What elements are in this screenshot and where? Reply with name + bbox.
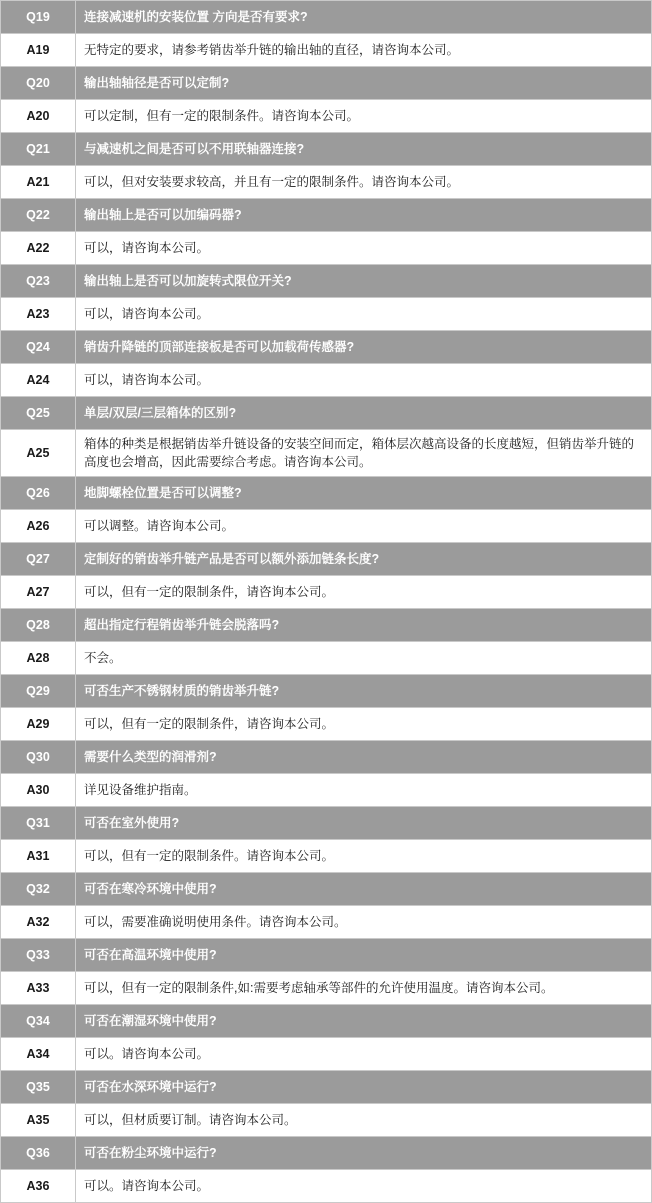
question-label: Q20 bbox=[1, 67, 76, 100]
answer-text: 不会。 bbox=[76, 642, 652, 675]
answer-label: A20 bbox=[1, 100, 76, 133]
question-label: Q27 bbox=[1, 543, 76, 576]
question-label: Q29 bbox=[1, 675, 76, 708]
question-text: 可否在粉尘环境中运行? bbox=[76, 1137, 652, 1170]
question-text: 输出轴轴径是否可以定制? bbox=[76, 67, 652, 100]
answer-text: 可以，但有一定的限制条件，请咨询本公司。 bbox=[76, 708, 652, 741]
answer-label: A27 bbox=[1, 576, 76, 609]
answer-label: A29 bbox=[1, 708, 76, 741]
answer-text: 无特定的要求，请参考销齿举升链的输出轴的直径，请咨询本公司。 bbox=[76, 34, 652, 67]
answer-label: A30 bbox=[1, 774, 76, 807]
answer-text: 可以定制，但有一定的限制条件。请咨询本公司。 bbox=[76, 100, 652, 133]
question-label: Q21 bbox=[1, 133, 76, 166]
faq-answer-row bbox=[1, 906, 652, 939]
question-label: Q35 bbox=[1, 1071, 76, 1104]
answer-text: 可以，但材质要订制。请咨询本公司。 bbox=[76, 1104, 652, 1137]
faq-answer-row bbox=[1, 100, 652, 133]
faq-question-row bbox=[1, 741, 652, 774]
answer-label: A32 bbox=[1, 906, 76, 939]
answer-text: 可以，请咨询本公司。 bbox=[76, 298, 652, 331]
answer-label: A35 bbox=[1, 1104, 76, 1137]
answer-text: 可以，请咨询本公司。 bbox=[76, 364, 652, 397]
question-label: Q25 bbox=[1, 397, 76, 430]
faq-answer-row bbox=[1, 34, 652, 67]
answer-text: 可以。请咨询本公司。 bbox=[76, 1170, 652, 1203]
faq-question-row bbox=[1, 265, 652, 298]
question-label: Q31 bbox=[1, 807, 76, 840]
question-text: 定制好的销齿举升链产品是否可以额外添加链条长度? bbox=[76, 543, 652, 576]
faq-answer-row bbox=[1, 708, 652, 741]
question-label: Q36 bbox=[1, 1137, 76, 1170]
answer-text: 可以，但有一定的限制条件,如:需要考虑轴承等部件的允许使用温度。请咨询本公司。 bbox=[76, 972, 652, 1005]
faq-question-row bbox=[1, 1071, 652, 1104]
answer-label: A22 bbox=[1, 232, 76, 265]
faq-question-row bbox=[1, 1005, 652, 1038]
faq-answer-row bbox=[1, 840, 652, 873]
faq-answer-row bbox=[1, 576, 652, 609]
question-label: Q19 bbox=[1, 1, 76, 34]
answer-label: A19 bbox=[1, 34, 76, 67]
question-label: Q23 bbox=[1, 265, 76, 298]
answer-label: A34 bbox=[1, 1038, 76, 1071]
faq-question-row bbox=[1, 1, 652, 34]
question-text: 可否在室外使用? bbox=[76, 807, 652, 840]
answer-text: 可以，需要准确说明使用条件。请咨询本公司。 bbox=[76, 906, 652, 939]
question-label: Q24 bbox=[1, 331, 76, 364]
answer-label: A24 bbox=[1, 364, 76, 397]
answer-text: 可以，但有一定的限制条件，请咨询本公司。 bbox=[76, 576, 652, 609]
faq-answer-row bbox=[1, 972, 652, 1005]
faq-answer-row bbox=[1, 232, 652, 265]
answer-text: 详见设备维护指南。 bbox=[76, 774, 652, 807]
question-label: Q33 bbox=[1, 939, 76, 972]
answer-text: 可以，但对安装要求较高，并且有一定的限制条件。请咨询本公司。 bbox=[76, 166, 652, 199]
faq-question-row bbox=[1, 675, 652, 708]
answer-label: A25 bbox=[1, 430, 76, 477]
question-label: Q22 bbox=[1, 199, 76, 232]
answer-label: A21 bbox=[1, 166, 76, 199]
question-label: Q34 bbox=[1, 1005, 76, 1038]
question-text: 输出轴上是否可以加旋转式限位开关? bbox=[76, 265, 652, 298]
answer-text: 可以，但有一定的限制条件。请咨询本公司。 bbox=[76, 840, 652, 873]
question-label: Q30 bbox=[1, 741, 76, 774]
faq-question-row bbox=[1, 807, 652, 840]
question-text: 销齿升降链的顶部连接板是否可以加载荷传感器? bbox=[76, 331, 652, 364]
question-text: 可否在高温环境中使用? bbox=[76, 939, 652, 972]
faq-answer-row bbox=[1, 1038, 652, 1071]
faq-question-row bbox=[1, 397, 652, 430]
question-label: Q32 bbox=[1, 873, 76, 906]
answer-label: A31 bbox=[1, 840, 76, 873]
answer-label: A33 bbox=[1, 972, 76, 1005]
answer-label: A36 bbox=[1, 1170, 76, 1203]
faq-question-row bbox=[1, 873, 652, 906]
answer-text: 可以调整。请咨询本公司。 bbox=[76, 510, 652, 543]
answer-text: 箱体的种类是根据销齿举升链设备的安装空间而定，箱体层次越高设备的长度越短，但销齿举升链的高度也会增高，因此需要综合考虑。请咨询本公司。 bbox=[76, 430, 652, 477]
faq-question-row bbox=[1, 477, 652, 510]
faq-answer-row bbox=[1, 298, 652, 331]
faq-answer-row bbox=[1, 364, 652, 397]
answer-label: A23 bbox=[1, 298, 76, 331]
question-text: 需要什么类型的润滑剂? bbox=[76, 741, 652, 774]
faq-answer-row bbox=[1, 642, 652, 675]
answer-label: A28 bbox=[1, 642, 76, 675]
faq-question-row bbox=[1, 331, 652, 364]
faq-answer-row bbox=[1, 430, 652, 477]
question-label: Q26 bbox=[1, 477, 76, 510]
question-label: Q28 bbox=[1, 609, 76, 642]
faq-question-row bbox=[1, 67, 652, 100]
faq-answer-row bbox=[1, 1104, 652, 1137]
question-text: 与减速机之间是否可以不用联轴器连接? bbox=[76, 133, 652, 166]
question-text: 可否在水深环境中运行? bbox=[76, 1071, 652, 1104]
faq-answer-row bbox=[1, 510, 652, 543]
question-text: 单层/双层/三层箱体的区别? bbox=[76, 397, 652, 430]
answer-text: 可以。请咨询本公司。 bbox=[76, 1038, 652, 1071]
faq-question-row bbox=[1, 133, 652, 166]
question-text: 地脚螺栓位置是否可以调整? bbox=[76, 477, 652, 510]
question-text: 可否在寒冷环境中使用? bbox=[76, 873, 652, 906]
answer-label: A26 bbox=[1, 510, 76, 543]
faq-answer-row bbox=[1, 166, 652, 199]
question-text: 输出轴上是否可以加编码器? bbox=[76, 199, 652, 232]
question-text: 超出指定行程销齿举升链会脱落吗? bbox=[76, 609, 652, 642]
faq-question-row bbox=[1, 1137, 652, 1170]
faq-question-row bbox=[1, 199, 652, 232]
faq-table-body bbox=[1, 1, 652, 1203]
question-text: 可否在潮湿环境中使用? bbox=[76, 1005, 652, 1038]
faq-question-row bbox=[1, 543, 652, 576]
faq-question-row bbox=[1, 939, 652, 972]
answer-text: 可以，请咨询本公司。 bbox=[76, 232, 652, 265]
question-text: 连接减速机的安装位置 方向是否有要求? bbox=[76, 1, 652, 34]
question-text: 可否生产不锈钢材质的销齿举升链? bbox=[76, 675, 652, 708]
faq-answer-row bbox=[1, 1170, 652, 1203]
faq-answer-row bbox=[1, 774, 652, 807]
faq-question-row bbox=[1, 609, 652, 642]
